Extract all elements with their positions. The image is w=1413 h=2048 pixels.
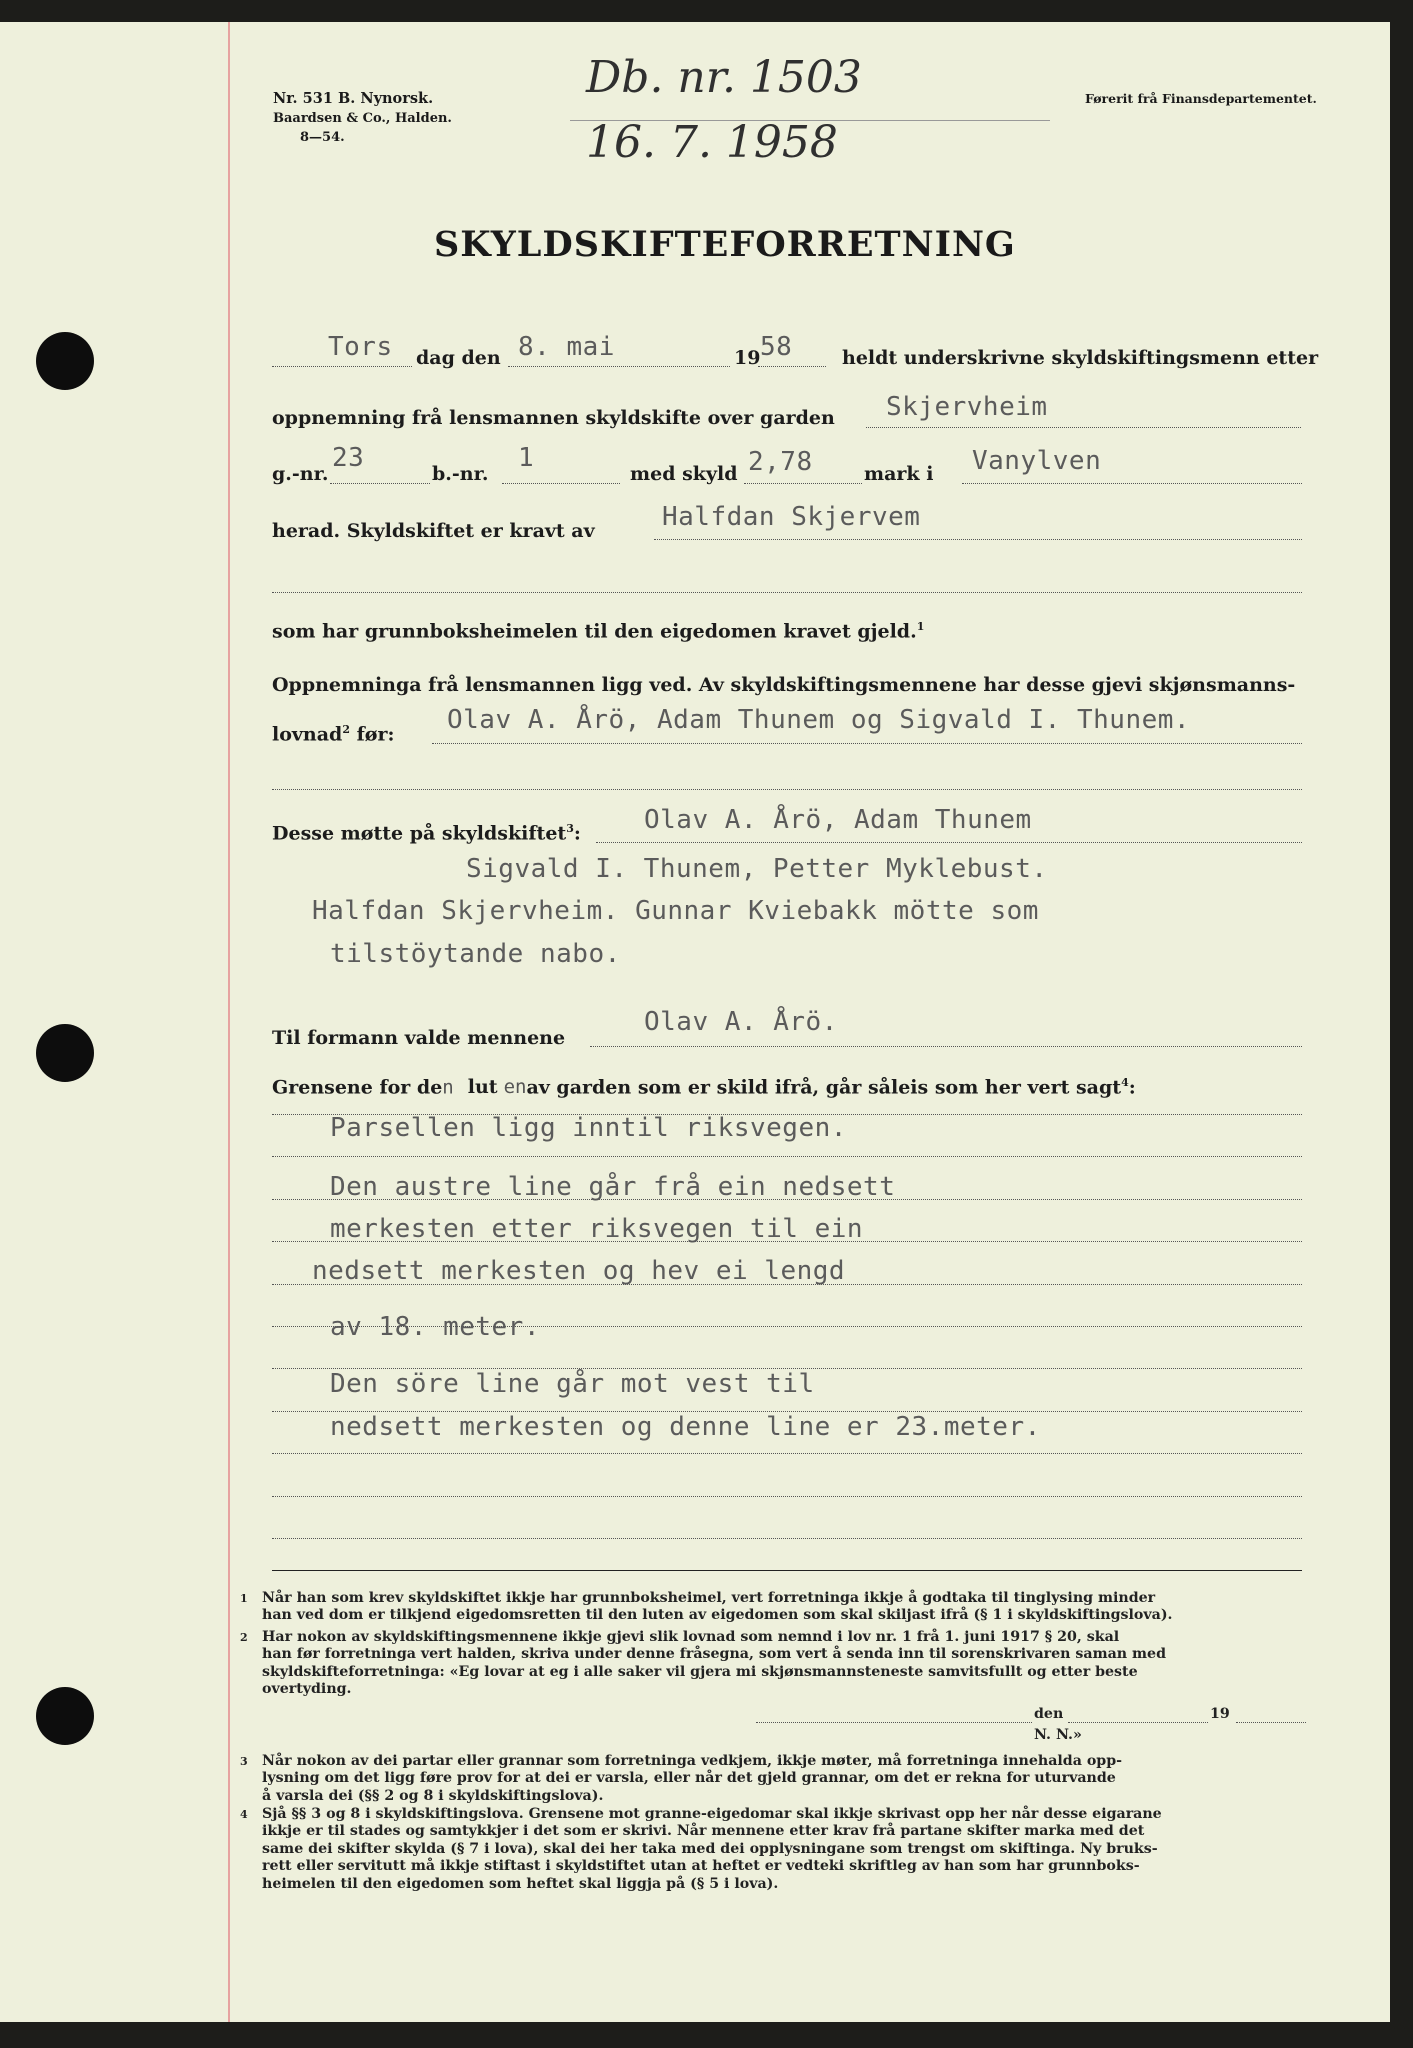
punch-hole (36, 1687, 94, 1745)
footnote-line: Har nokon av skyldskiftingsmennene ikkje gjevi slik lovnad som nemnd i lov nr. 1 frå 1. juni 1917 § 20, skal (262, 1629, 1120, 1645)
footnote-number: 3 (240, 1755, 248, 1768)
label-grensene-c: av garden som er skild ifrå, går såleis som her vert sagt (526, 1076, 1122, 1099)
footnote-line: rett eller servitutt må ikkje stiftast i skyldstiftet utan at heftet er vedteki skriftleg av han som har grunnboks- (262, 1858, 1140, 1875)
footnote-line: lysning om det ligg føre prov for at dei er varsla, eller når det gjeld grannar, om det er rekna for uturvande (262, 1770, 1116, 1787)
label-19: 19 (1210, 1706, 1230, 1722)
label-dag-den: dag den (416, 347, 501, 369)
footnote-line: Når han som krev skyldskiftet ikkje har grunnboksheimel, vert forretninga ikkje å godtaka til tinglysing minder (262, 1590, 1156, 1606)
municipality-value: Vanylven (972, 446, 1102, 476)
footnote-3 (240, 1753, 1312, 1805)
label-lovnad-text: lovnad (272, 723, 343, 746)
label-mote (272, 822, 581, 844)
footnote-number: 2 (240, 1631, 248, 1644)
requester-name: Halfdan Skjervem (662, 502, 921, 532)
skyld-value: 2,78 (748, 447, 813, 477)
dotline (1236, 1722, 1306, 1723)
dotline (654, 539, 1302, 540)
attendees-first: Olav A. Årö, Adam Thunem (644, 805, 1032, 835)
text-grunnbok-main: som har grunnboksheimelen til den eigedomen kravet gjeld. (272, 620, 917, 643)
footnote-line: heimelen til den eigedomen som heftet skal liggja på (§ 5 i lova). (262, 1875, 779, 1892)
footnote-ref: 3 (566, 822, 574, 835)
footnote-line: overtyding. (262, 1681, 352, 1698)
dotline (758, 366, 826, 367)
punch-hole (36, 332, 94, 390)
farm-name: Skjervheim (886, 392, 1048, 422)
boundary-line: Den söre line går mot vest til (330, 1369, 815, 1399)
label-skyld: med skyld (630, 463, 738, 485)
boundary-line: nedsett merkesten og hev ei lengd (312, 1256, 846, 1286)
dotline (1068, 1722, 1208, 1723)
label-lut: lut (467, 1076, 498, 1099)
sworn-names: Olav A. Årö, Adam Thunem og Sigvald I. Thunem. (447, 705, 1191, 735)
dotline (330, 483, 430, 484)
text-grunnbok (272, 620, 924, 642)
dotline (502, 483, 620, 484)
footnote-ref: 2 (342, 723, 350, 736)
boundary-line: nedsett merkesten og denne line er 23.meter. (330, 1412, 1041, 1442)
footnote-line: same dei skifter skylda (§ 7 i lova), skal dei her taka med dei opplysningane som trengst om skiftinga. Ny bruks- (262, 1840, 1158, 1857)
weekday-value: Tors (328, 332, 393, 362)
footnote-number: 1 (240, 1592, 248, 1605)
label-grensene-a: Grensene for de (272, 1076, 443, 1099)
dotline (432, 743, 1302, 744)
label-den: den (1034, 1706, 1064, 1722)
boundary-line: Den austre line går frå ein nedsett (330, 1172, 896, 1202)
dotline (272, 1496, 1302, 1497)
footnote-line: Sjå §§ 3 og 8 i skyldskiftingslova. Grensene mot granne-eigedomar skal ikkje skrivast opp her når desse eigarane (262, 1806, 1162, 1822)
label-oppnemning: oppnemning frå lensmannen skyldskifte over garden (272, 407, 835, 429)
dotline (272, 1241, 1302, 1242)
bnr-value: 1 (518, 443, 535, 473)
dotline (962, 483, 1302, 484)
dotline (590, 1046, 1302, 1047)
label-colon: : (573, 822, 581, 845)
text-oppnemninga: Oppnemninga frå lensmannen ligg ved. Av skyldskiftingsmennene har desse gjevi skjønsmanns- (272, 674, 1296, 696)
footnote-2 (240, 1629, 1312, 1699)
label-mark: mark i (864, 463, 934, 485)
label-bnr: b.-nr. (432, 463, 489, 485)
year-prefix: 19 (734, 347, 761, 369)
label-mote-text: Desse møtte på skyldskiftet (272, 822, 567, 845)
dotline (272, 1156, 1302, 1157)
footnote-line: han før forretninga vert halden, skriva under denne fråsegna, som vert å senda inn til sorenskrivaren saman med (262, 1646, 1166, 1663)
dotline (756, 1722, 1032, 1723)
dotline (596, 842, 1302, 843)
dotline (866, 427, 1301, 428)
date-value: 8. mai (518, 332, 615, 362)
filled-n: n (442, 1076, 454, 1099)
publisher: Baardsen & Co., Halden. (273, 111, 452, 126)
dotline (272, 1538, 1302, 1539)
footnote-4 (240, 1806, 1312, 1893)
margin-rule (228, 22, 230, 2022)
attendees-line: tilstöytande nabo. (330, 939, 621, 969)
footnote-ref: 4 (1121, 1076, 1129, 1089)
dotline (272, 1326, 1302, 1327)
dotline (272, 1453, 1302, 1454)
dotline (272, 1411, 1302, 1412)
boundary-line: Parsellen ligg inntil riksvegen. (330, 1113, 847, 1143)
document-page (0, 22, 1390, 2022)
label-gnr: g.-nr. (272, 463, 329, 485)
attendees-line: Sigvald I. Thunem, Petter Myklebust. (466, 854, 1048, 884)
footnote-number: 4 (240, 1808, 248, 1821)
dotline (272, 1199, 1302, 1200)
label-kravt: herad. Skyldskiftet er kravt av (272, 520, 595, 542)
authority-note: Førerit frå Finansdepartementet. (1085, 91, 1317, 106)
footnote-line: Når nokon av dei partar eller grannar som forretninga vedkjem, ikkje møter, må forretninga innehalda opp- (262, 1753, 1123, 1769)
footnote-ref: 1 (916, 620, 925, 633)
label-formann: Til formann valde mennene (272, 1027, 566, 1049)
page-title: SKYLDSKIFTEFORRETNING (434, 224, 1016, 265)
gnr-value: 23 (332, 443, 365, 473)
label-colon: : (1128, 1076, 1136, 1099)
handwritten-date: 16. 7. 1958 (586, 117, 838, 168)
punch-hole (36, 1024, 94, 1082)
label-for: før: (350, 723, 395, 746)
footnote-line: å varsla dei (§§ 2 og 8 i skyldskiftingslova). (262, 1787, 604, 1804)
dotline (272, 366, 412, 367)
year-value: 58 (760, 332, 793, 362)
dotline (272, 1368, 1302, 1369)
footnote-1 (240, 1590, 1312, 1625)
dotline (272, 1114, 1302, 1115)
footnote-line: skyldskifteforretninga: «Eg lovar at eg i alle saker vil gjera mi skjønsmannsteneste samvitsfullt og etter beste (262, 1663, 1138, 1680)
boundary-line: av 18. meter. (330, 1312, 540, 1342)
footnote-line: ikkje er til stades og samtykkjer i det som er skrivi. Når mennene etter krav frå partane skifter marka med det (262, 1823, 1145, 1840)
form-number: Nr. 531 B. Nynorsk. (273, 90, 434, 107)
handwritten-ref: Db. nr. 1503 (586, 52, 862, 103)
boundary-line: merkesten etter riksvegen til ein (330, 1214, 864, 1244)
dotline (272, 789, 1302, 790)
dotline (508, 366, 730, 367)
signature-nn: N. N.» (1034, 1727, 1082, 1743)
chairman-name: Olav A. Årö. (644, 1007, 838, 1037)
label-grensene (272, 1076, 1136, 1098)
edition: 8—54. (300, 130, 345, 145)
filled-en: en (503, 1076, 527, 1099)
dotline (272, 1284, 1302, 1285)
dotline (272, 592, 1302, 593)
label-lovnad (272, 723, 395, 745)
footnote-line: han ved dom er tilkjend eigedomsretten til den luten av eigedomen som skal skiljast ifrå (§ 1 i skyldskiftingslova). (262, 1607, 1173, 1624)
attendees-line: Halfdan Skjervheim. Gunnar Kviebakk mötte som (312, 896, 1039, 926)
dotline (744, 483, 862, 484)
footnote-separator (272, 1570, 1302, 1571)
label-held: heldt underskrivne skyldskiftingsmenn etter (842, 347, 1319, 369)
